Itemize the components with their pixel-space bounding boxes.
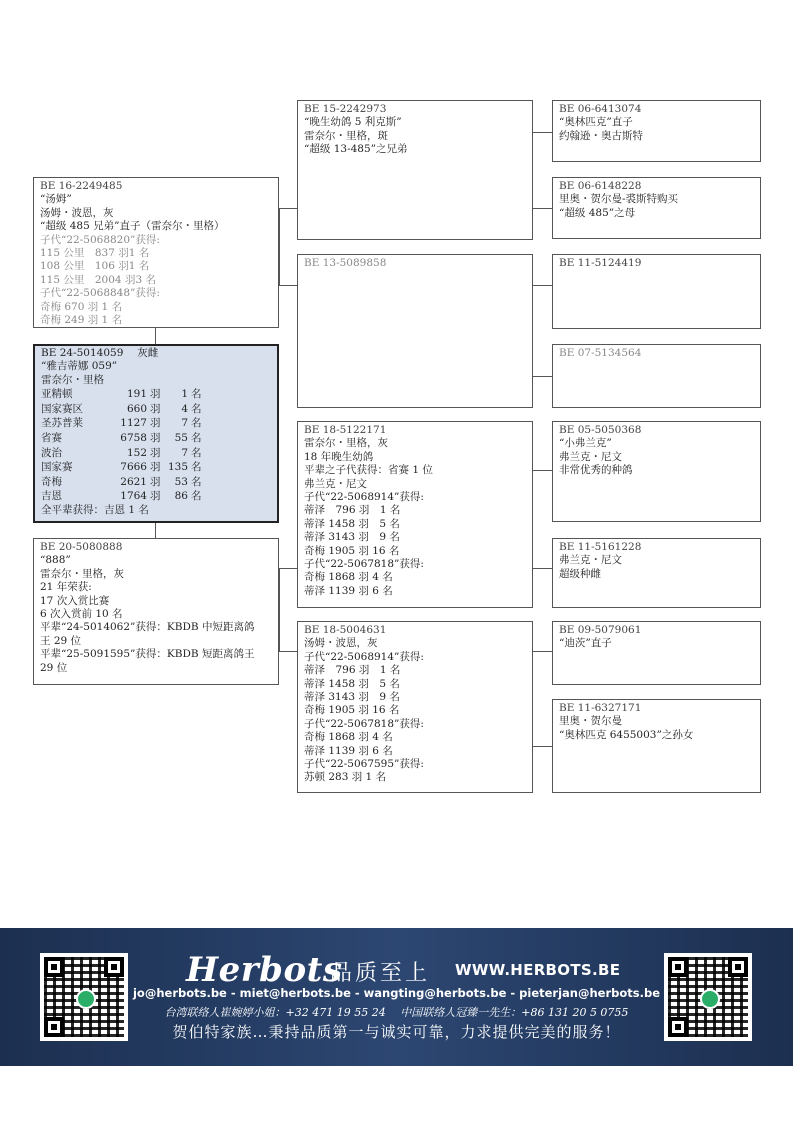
website-link[interactable]: WWW.HERBOTS.BE — [455, 961, 621, 979]
info-line: 雷奈尔・里格，灰 — [304, 437, 388, 450]
ancestor-card — [552, 421, 761, 522]
table-row: 国家赛区 660 羽 4 名 — [41, 402, 202, 415]
ring-number: BE 11-5161228 — [559, 541, 642, 553]
ancestor-card — [552, 177, 761, 239]
ancestor-card — [552, 538, 761, 608]
info-line: 平辈之子代获得：省赛 1 位 — [304, 464, 433, 477]
dam-dam-card — [297, 621, 533, 793]
info-line: 汤姆・波恩，灰 — [40, 206, 114, 219]
info-line: 约翰逊・奥古斯特 — [559, 129, 643, 142]
info-line: 蒂泽 1139 羽 6 名 — [304, 584, 393, 597]
qr-code-icon — [668, 957, 748, 1037]
slogan: 贺伯特家族…秉持品质第一与诚实可靠，力求提供完美的服务！ — [172, 1023, 621, 1041]
info-line: 子代“22-5068820”获得: — [40, 233, 160, 246]
footer-banner — [0, 928, 793, 1066]
info-line: 蒂泽 3143 羽 9 名 — [304, 531, 400, 544]
info-line: 奇梅 1868 羽 4 名 — [304, 571, 393, 584]
ring-number: BE 20-5080888 — [40, 541, 123, 553]
info-line: 29 位 — [40, 661, 68, 674]
info-line: 蒂泽 796 羽 1 名 — [304, 504, 401, 517]
info-line: 蒂泽 3143 羽 9 名 — [304, 691, 400, 704]
info-line: 子代“22-5067818”获得: — [304, 558, 424, 571]
info-line: 108 公里 106 羽1 名 — [40, 260, 150, 273]
email-list[interactable]: jo@herbots.be - miet@herbots.be - wangting@herbots.be - pieterjan@herbots.be — [132, 986, 661, 1000]
info-line: 奇梅 670 羽 1 名 — [40, 300, 123, 313]
connector — [533, 132, 552, 133]
table-row: 国家赛 7666 羽 135 名 — [41, 461, 202, 474]
info-line: 18 年晚生幼鸽 — [304, 450, 374, 463]
info-line: 雷奈尔・里格，斑 — [304, 129, 388, 142]
connector — [533, 746, 552, 747]
info-line: 蒂泽 1458 羽 5 名 — [304, 517, 400, 530]
info-line: 非常优秀的种鸽 — [559, 464, 633, 477]
ancestor-card — [552, 621, 761, 685]
info-line: 子代“22-5067595”获得: — [304, 758, 424, 771]
pigeon-name: “雅吉蒂娜 059” — [41, 360, 118, 373]
connector — [533, 208, 552, 209]
info-line: “奥林匹克 6455003”之孙女 — [559, 728, 694, 741]
results-table — [41, 387, 202, 504]
info-line: 蒂泽 796 羽 1 名 — [304, 664, 401, 677]
info-line: 里奥・贺尔曼-裘斯特购买 — [559, 193, 679, 206]
ring-number: BE 24-5014059 灰雌 — [41, 347, 159, 359]
info-line: “超级 485”之母 — [559, 206, 636, 219]
info-line: “超级 485 兄弟”直子（雷奈尔・里格） — [40, 220, 225, 233]
info-line: 平辈“24-5014062”获得：KBDB 中短距离鸽 — [40, 621, 255, 634]
table-row: 圣苏普莱 1127 羽 7 名 — [41, 417, 202, 430]
connector — [533, 470, 552, 471]
info-line: 21 年荣获: — [40, 581, 92, 594]
info-line: “汤姆” — [40, 193, 72, 206]
ancestor-card — [552, 100, 761, 162]
ring-number: BE 13-5089858 — [304, 257, 387, 269]
ring-number: BE 06-6413074 — [559, 103, 642, 115]
info-line: 弗兰克・尼文 — [304, 477, 367, 490]
sibling-result: 全平辈获得：吉恩 1 名 — [41, 503, 149, 516]
info-line: “小弗兰克” — [559, 437, 612, 450]
info-line: 奇梅 249 羽 1 名 — [40, 314, 123, 327]
breeder: 雷奈尔・里格 — [41, 373, 104, 386]
info-line: 奇梅 1868 羽 4 名 — [304, 731, 393, 744]
connector — [279, 285, 297, 286]
ring-number: BE 16-2249485 — [40, 180, 123, 192]
ancestor-card — [552, 699, 761, 793]
connector — [279, 568, 280, 651]
sire-dam-card — [297, 254, 533, 408]
table-row: 亚精顿 191 羽 1 名 — [41, 388, 202, 401]
info-line: 6 次入赏前 10 名 — [40, 608, 123, 621]
info-line: “迪茨”直子 — [559, 637, 612, 650]
info-line: “奥林匹克”直子 — [559, 116, 633, 129]
connector — [279, 651, 297, 652]
info-line: “超级 13-485”之兄弟 — [304, 143, 408, 156]
info-line: 子代“22-5068914”获得: — [304, 650, 424, 663]
ring-number: BE 11-5124419 — [559, 257, 642, 269]
info-line: 里奥・贺尔曼 — [559, 715, 622, 728]
tagline: 品质至上 — [330, 961, 431, 986]
dam-sire-card — [297, 421, 533, 608]
info-line: 子代“22-5068848”获得: — [40, 287, 160, 300]
info-line: “888” — [40, 554, 71, 567]
info-line: 弗兰克・尼文 — [559, 554, 622, 567]
info-line: 雷奈尔・里格，灰 — [40, 567, 124, 580]
connector — [533, 651, 552, 652]
connector — [279, 208, 297, 209]
info-line: 王 29 位 — [40, 634, 82, 647]
connector — [155, 523, 156, 538]
info-line: 苏顿 283 羽 1 名 — [304, 771, 387, 784]
connector — [155, 328, 156, 344]
info-line: 平辈“25-5091595”获得：KBDB 短距离鸽王 — [40, 648, 255, 661]
info-line: 蒂泽 1458 羽 5 名 — [304, 677, 400, 690]
table-row: 奇梅 2621 羽 53 名 — [41, 475, 202, 488]
ring-number: BE 06-6148228 — [559, 180, 642, 192]
info-line: 汤姆・波恩，灰 — [304, 637, 378, 650]
connector — [533, 568, 552, 569]
info-line: 115 公里 837 羽1 名 — [40, 247, 150, 260]
info-line: 超级种雌 — [559, 567, 601, 580]
ring-number: BE 09-5079061 — [559, 624, 642, 636]
info-line: “晚生幼鸽 5 利克斯” — [304, 116, 402, 129]
table-row: 省赛 6758 羽 55 名 — [41, 432, 202, 444]
ring-number: BE 18-5122171 — [304, 424, 387, 436]
main-pigeon-card — [33, 344, 279, 523]
info-line: 弗兰克・尼文 — [559, 450, 622, 463]
ancestor-card — [552, 344, 761, 408]
info-line: 蒂泽 1139 羽 6 名 — [304, 744, 393, 757]
ring-number: BE 07-5134564 — [559, 347, 642, 359]
ring-number: BE 18-5004631 — [304, 624, 387, 636]
ancestor-card — [552, 254, 761, 329]
info-line: 子代“22-5067818”获得: — [304, 717, 424, 730]
qr-code-right[interactable] — [664, 953, 752, 1041]
info-line: 17 次入赏比赛 — [40, 594, 110, 607]
ring-number: BE 05-5050368 — [559, 424, 642, 436]
sire-card — [33, 177, 279, 328]
ring-number: BE 11-6327171 — [559, 702, 642, 714]
connector — [533, 376, 552, 377]
connector — [533, 285, 552, 286]
sire-sire-card — [297, 100, 533, 240]
table-row: 波治 152 羽 7 名 — [41, 446, 202, 459]
ring-number: BE 15-2242973 — [304, 103, 387, 115]
wechat-icon — [700, 989, 720, 1009]
connector — [279, 568, 297, 569]
contact-phones: 台湾联络人崔婉婷小姐：+32 471 19 55 24 中国联络人冠臻一先生：+86 131 20 5 0755 — [164, 1006, 629, 1019]
info-line: 子代“22-5068914”获得: — [304, 491, 424, 504]
info-line: 115 公里 2004 羽3 名 — [40, 273, 156, 286]
info-line: 奇梅 1905 羽 16 名 — [304, 544, 400, 557]
connector — [279, 208, 280, 285]
dam-card — [33, 538, 279, 685]
info-line: 奇梅 1905 羽 16 名 — [304, 704, 400, 717]
table-row: 吉恩 1764 羽 86 名 — [41, 490, 202, 503]
brand-logo: Herbots — [186, 950, 343, 990]
